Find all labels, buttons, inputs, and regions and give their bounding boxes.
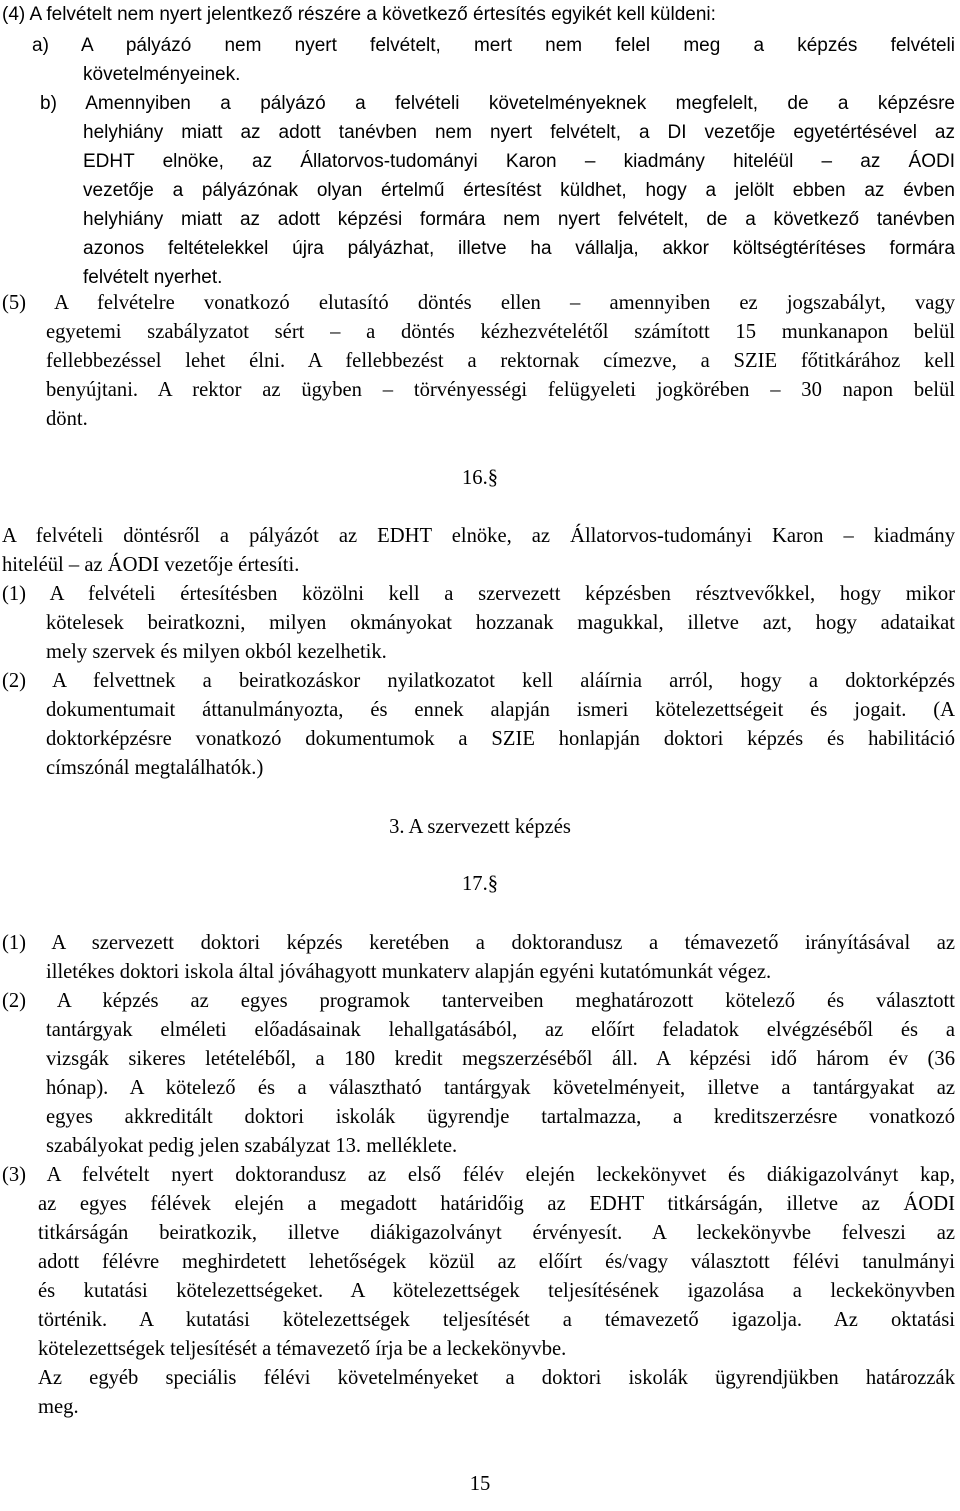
section-16-intro-line: A felvételi döntésről a pályázót az EDHT elnöke, az Állatorvos-tudományi Karon – kiadmány <box>2 525 955 547</box>
paragraph-5-line: dönt. <box>46 408 88 430</box>
section-16-paragraph-2-line: (2) A felvettnek a beiratkozáskor nyilatkozatot kell aláírnia arról, hogy a doktorképzés <box>2 670 955 692</box>
section-16-heading: 16.§ <box>461 467 499 489</box>
section-17-paragraph-2-line: szabályokat pedig jelen szabályzat 13. melléklete. <box>46 1135 458 1157</box>
section-16-paragraph-1-line: (1) A felvételi értesítésben közölni kell a szervezett képzésben résztvevőkkel, hogy mikor <box>2 583 955 605</box>
paragraph-5-line: (5) A felvételre vonatkozó elutasító döntés ellen – amennyiben ez jogszabályt, vagy <box>2 292 955 314</box>
paragraph-5-line: benyújtani. A rektor az ügyben – törvényességi felügyeleti jogkörében – 30 napon belül <box>46 379 955 401</box>
item-b-line: azonos feltételekkel újra pályázhat, illetve ha vállalja, akkor költségtérítéses formára <box>83 238 955 259</box>
section-17-paragraph-3-line: az egyes félévek elején a megadott határidőig az EDHT titkárságán, illetve az ÁODI <box>38 1193 955 1215</box>
item-a-line: a) A pályázó nem nyert felvételt, mert nem felel meg a képzés felvételi <box>32 35 955 56</box>
item-b-line: helyhiány miatt az adott tanévben nem nyert felvételt, a DI vezetője egyetértésével az <box>83 122 955 143</box>
section-16-paragraph-2-line: dokumentumait áttanulmányozta, és ennek alapján ismeri kötelezettségeit és jogait. (A <box>46 699 955 721</box>
section-17-paragraph-2-line: vizsgák sikeres letételéből, a 180 kredit megszerzéséből áll. A képzési idő három év (36 <box>46 1048 955 1070</box>
item-b-line: felvételt nyerhet. <box>83 267 223 288</box>
section-16-intro-line: hiteléül – az ÁODI vezetője értesíti. <box>2 554 300 576</box>
section-17-paragraph-1-line: illetékes doktori iskola által jóváhagyott munkaterv alapján egyéni kutatómunkát végez. <box>46 961 772 983</box>
section-16-paragraph-2-line: doktorképzésre vonatkozó dokumentumok a SZIE honlapján doktori képzés és habilitáció <box>46 728 955 750</box>
section-17-paragraph-2-line: (2) A képzés az egyes programok tanterveiben meghatározott kötelező és választott <box>2 990 955 1012</box>
item-b-line: vezetője a pályázónak olyan értelmű értesítést küldhet, hogy a jelölt ebben az évben <box>83 180 955 201</box>
section-17-paragraph-1-line: (1) A szervezett doktori képzés keretében a doktorandusz a témavezető irányításával az <box>2 932 955 954</box>
section-17-paragraph-3-line: Az egyéb speciális félévi követelményeket a doktori iskolák ügyrendjükben határozzák <box>38 1367 955 1389</box>
section-17-paragraph-2-line: egyes akkreditált doktori iskolák ügyrendje tartalmazza, a kreditszerzésre vonatkozó <box>46 1106 955 1128</box>
item-b-line: b) Amennyiben a pályázó a felvételi követelményeknek megfelelt, de a képzésre <box>40 93 955 114</box>
section-17-paragraph-3-line: meg. <box>38 1396 79 1418</box>
section-17-paragraph-3-line: történik. A kutatási kötelezettségek teljesítését a témavezető igazolja. Az oktatási <box>38 1309 955 1331</box>
section-17-paragraph-3-line: titkárságán beiratkozik, illetve diákigazolványt érvényesít. A leckekönyvbe felveszi az <box>38 1222 955 1244</box>
section-17-heading: 17.§ <box>461 873 499 895</box>
section-16-paragraph-1-line: kötelesek beiratkozni, milyen okmányokat hozzanak magukkal, illetve azt, hogy adataikat <box>46 612 955 634</box>
section-17-paragraph-3-line: (3) A felvételt nyert doktorandusz az első félév elején leckekönyvet és diákigazolványt kap, <box>2 1164 955 1186</box>
section-17-paragraph-3-line: adott félévre meghirdetett lehetőségek közül az előírt és/vagy választott félévi tanulmányi <box>38 1251 955 1273</box>
paragraph-5-line: fellebbezéssel lehet élni. A fellebbezést a rektornak címezve, a SZIE főtitkárához kell <box>46 350 955 372</box>
section-16-paragraph-2-line: címszónál megtalálhatók.) <box>46 757 264 779</box>
paragraph-4-line: (4) A felvételt nem nyert jelentkező részére a következő értesítés egyikét kell küldeni: <box>2 4 716 25</box>
section-17-paragraph-2-line: hónap). A kötelező és a választható tantárgyak követelményeit, illetve a tantárgyakat az <box>46 1077 955 1099</box>
item-b-line: helyhiány miatt az adott képzési formára nem nyert felvételt, de a következő tanévben <box>83 209 955 230</box>
paragraph-5-line: egyetemi szabályzatot sért – a döntés kézhezvételétől számított 15 munkanapon belül <box>46 321 955 343</box>
item-a-line: követelményeinek. <box>83 64 241 85</box>
section-17-paragraph-2-line: tantárgyak elméleti előadásainak lehallgatásából, az előírt feladatok elvégzéséből és a <box>46 1019 955 1041</box>
chapter-3-heading: 3. A szervezett képzés <box>389 816 571 838</box>
section-16-paragraph-1-line: mely szervek és milyen okból kezelhetik. <box>46 641 387 663</box>
section-17-paragraph-3-line: és kutatási kötelezettségeket. A kötelezettségek teljesítésének igazolása a leckekönyvben <box>38 1280 955 1302</box>
item-b-line: EDHT elnöke, az Állatorvos-tudományi Karon – kiadmány hiteléül – az ÁODI <box>83 151 955 172</box>
section-17-paragraph-3-line: kötelezettségek teljesítését a témavezető írja be a leckekönyvbe. <box>38 1338 567 1360</box>
page-number: 15 <box>469 1473 491 1495</box>
